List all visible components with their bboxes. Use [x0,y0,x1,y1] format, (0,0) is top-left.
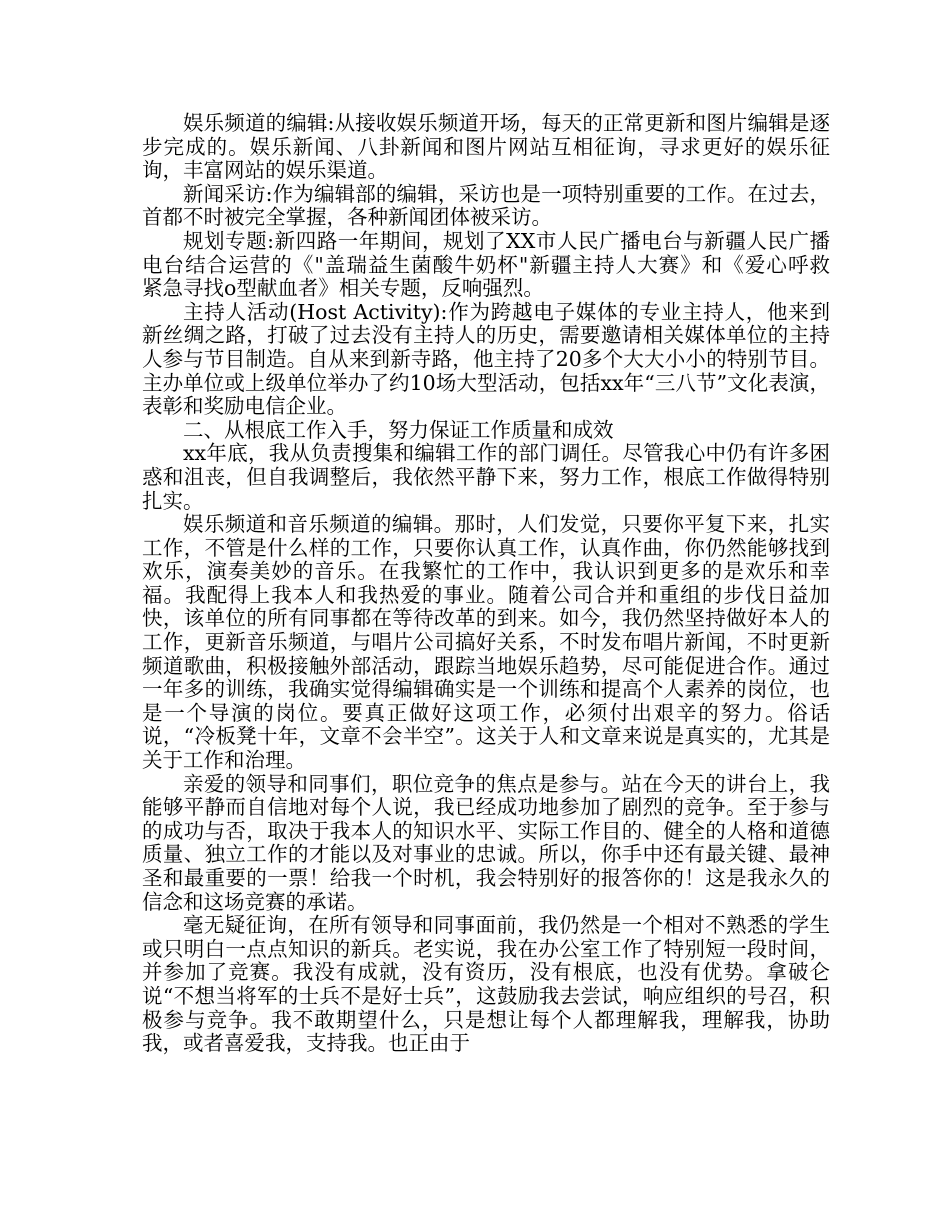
paragraph: 规划专题:新四路一年期间，规划了XX市人民广播电台与新疆人民广播电台结合运营的《"盖瑞益生菌酸牛奶杯"新疆主持人大赛》和《爱心呼救 紧急寻找o型献血者》相关专题，反响强烈。 [142,228,851,301]
paragraph: 亲爱的领导和同事们，职位竞争的焦点是参与。站在今天的讲台上，我能够平静而自信地对每个人说，我已经成功地参加了剧烈的竞争。至于参与的成功与否，取决于我本人的知识水平、实际工作目的、健全的人格和道德质量、独立工作的才能以及对事业的忠诚。所以，你手中还有最关键、最神圣和最重要的一票！给我一个时机，我会特别好的报答你的！这是我永久的信念和这场竞赛的承诺。 [142,771,830,914]
document-body [142,111,851,1056]
section-heading: 二、从根底工作入手，努力保证工作质量和成效 [183,417,614,442]
paragraph: 主持人活动(Host Activity):作为跨越电子媒体的专业主持人，他来到新丝绸之路，打破了过去没有主持人的历史，需要邀请相关媒体单位的主持人参与节目制造。自从来到新寺路，他主持了20多个大大小小的特别节目。主办单位或上级单位举办了约10场大型活动，包括xx年“三八节”文化表演，表彰和奖励电信企业。 [142,299,830,419]
paragraph: 娱乐频道的编辑:从接收娱乐频道开场，每天的正常更新和图片编辑是逐步完成的。娱乐新闻、八卦新闻和图片网站互相征询，寻求更好的娱乐征询，丰富网站的娱乐渠道。 [142,111,830,183]
paragraph: 娱乐频道和音乐频道的编辑。那时，人们发觉，只要你平复下来，扎实工作，不管是什么样的工作，只要你认真工作，认真作曲，你仍然能够找到欢乐，演奏美妙的音乐。在我繁忙的工作中，我认识到更多的是欢乐和幸福。我配得上我本人和我热爱的事业。随着公司合并和重组的步伐日益加快，该单位的所有同事都在等待改革的到来。如今，我仍然坚持做好本人的工作，更新音乐频道，与唱片公司搞好关系，不时发布唱片新闻，不时更新频道歌曲，积极接触外部活动，跟踪当地娱乐趋势，尽可能促进合作。通过一年多的训练，我确实觉得编辑确实是一个训练和提高个人素养的岗位，也是一个导演的岗位。要真正做好这项工作，必须付出艰辛的努力。俗话说，“冷板凳十年，文章不会半空”。这关于人和文章来说是真实的，尤其是关于工作和治理。 [142,512,830,773]
paragraph: 毫无疑征询，在所有领导和同事面前，我仍然是一个相对不熟悉的学生或只明白一点点知识的新兵。老实说，我在办公室工作了特别短一段时间，并参加了竞赛。我没有成就，没有资历，没有根底，也没有优势。拿破仑说“不想当将军的士兵不是好士兵”，这鼓励我去尝试，响应组织的号召，积极参与竞争。我不敢期望什么，只是想让每个人都理解我，理解我，协助我，或者喜爱我，支持我。也正由于 [142,913,830,1056]
paragraph: xx年底，我从负责搜集和编辑工作的部门调任。尽管我心中仍有许多困惑和沮丧，但自我调整后，我依然平静下来，努力工作，根底工作做得特别扎实。 [142,441,830,513]
paragraph: 新闻采访:作为编辑部的编辑，采访也是一项特别重要的工作。在过去，首都不时被完全掌握，各种新闻团体被采访。 [142,181,830,230]
